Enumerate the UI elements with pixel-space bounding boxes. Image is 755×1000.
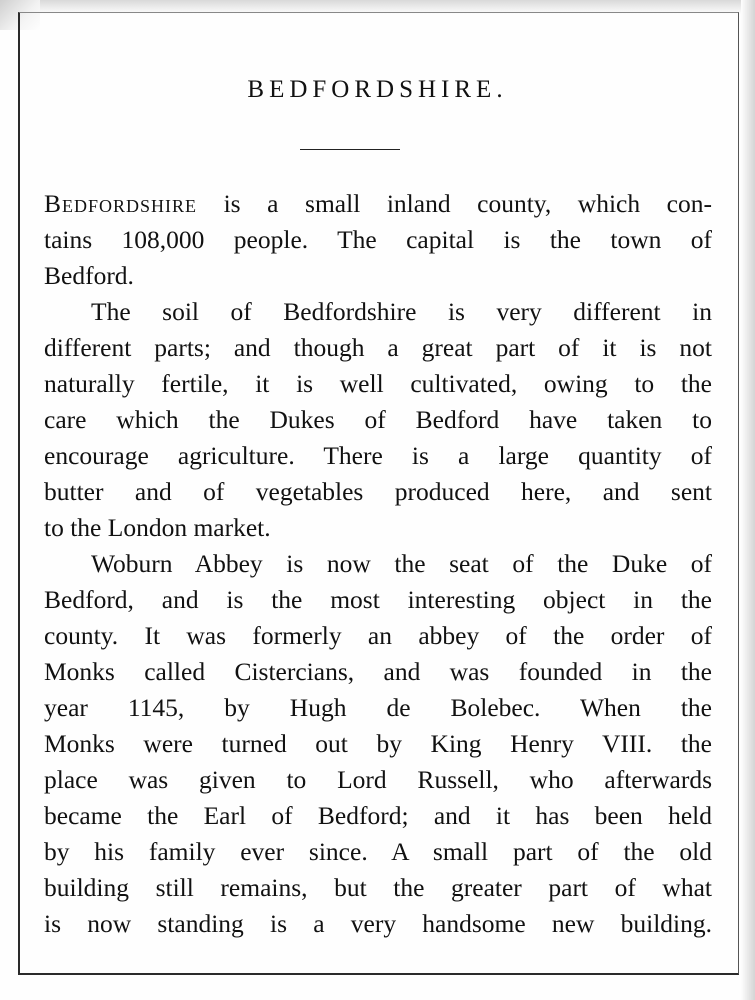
page-right-edge [741,0,755,1000]
text-line: Bedford. [44,261,134,290]
text-line: Woburn Abbey is now the seat of the Duke of [91,549,712,578]
page-title: BEDFORDSHIRE. [247,76,508,103]
text-line: place was given to Lord Russell, who afterwards [44,765,712,794]
text-line: became the Earl of Bedford; and it has been held [44,801,712,830]
text-line: tains 108,000 people. The capital is the town of [44,225,712,254]
text-line: Monks called Cistercians, and was founded in the [44,657,712,686]
text-line: Bedfordshire is a small inland county, which con- [44,189,712,218]
lead-word: Bedfordshire [44,189,198,218]
text-line: Bedford, and is the most interesting object in the [44,585,712,614]
text-line: county. It was formerly an abbey of the order of [44,621,712,650]
text-line: to the London market. [44,513,271,542]
text-line: naturally fertile, it is well cultivated, owing to the [44,369,712,398]
text-line: by his family ever since. A small part of the old [44,837,712,866]
text-line: year 1145, by Hugh de Bolebec. When the [44,693,712,722]
text-line: encourage agriculture. There is a large quantity of [44,441,712,470]
title-rule [300,149,400,150]
text-line: care which the Dukes of Bedford have taken to [44,405,712,434]
body-text [44,186,712,942]
text-line: The soil of Bedfordshire is very different in [91,297,712,326]
text-line: is now standing is a very handsome new building. [44,909,712,938]
text-line: building still remains, but the greater part of what [44,873,712,902]
text-line: different parts; and though a great part of it is not [44,333,712,362]
text-line: butter and of vegetables produced here, and sent [44,477,712,506]
text-line: Monks were turned out by King Henry VIII. the [44,729,712,758]
